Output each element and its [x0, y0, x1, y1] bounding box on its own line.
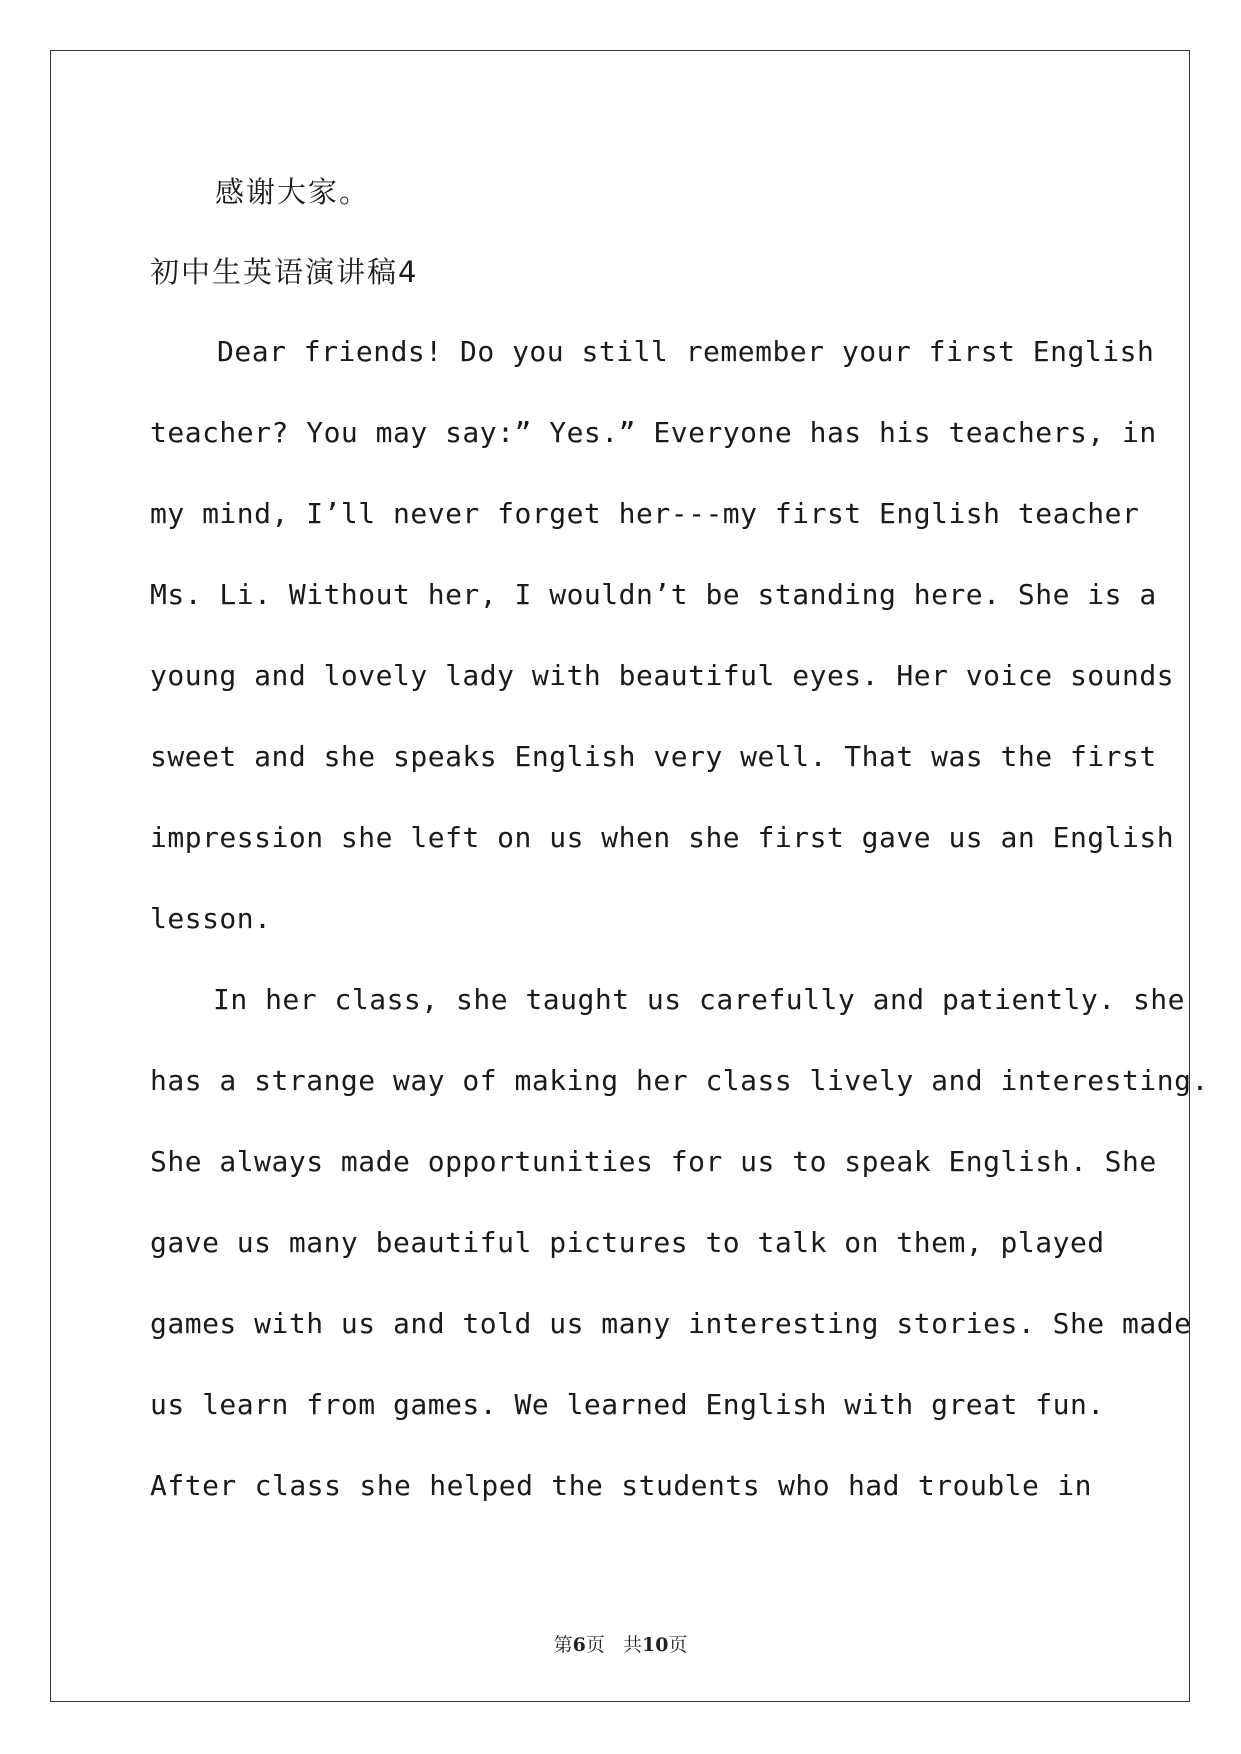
paragraph-line: In her class, she taught us carefully and patiently. she	[213, 983, 1186, 1016]
page-footer	[0, 1630, 1241, 1657]
paragraph-line: She always made opportunities for us to speak English. She	[150, 1145, 1157, 1178]
footer-current-page: 6	[572, 1634, 586, 1656]
paragraph-line: Ms. Li. Without her, I wouldn’t be standing here. She is a	[150, 578, 1157, 611]
paragraph-line: Dear friends! Do you still remember your first English	[217, 335, 1155, 368]
paragraph-line: my mind, I’ll never forget her---my first English teacher	[150, 497, 1140, 530]
paragraph-line: young and lovely lady with beautiful eyes. Her voice sounds	[150, 659, 1175, 692]
paragraph-line: sweet and she speaks English very well. That was the first	[150, 740, 1157, 773]
closing-text: 感谢大家。	[215, 175, 371, 209]
paragraph-line: impression she left on us when she first gave us an English	[150, 821, 1175, 854]
footer-prefix: 第	[553, 1634, 573, 1656]
footer-total-pages: 10	[641, 1634, 669, 1656]
paragraph-line: gave us many beautiful pictures to talk on them, played	[150, 1226, 1105, 1259]
footer-total-prefix: 共	[622, 1634, 642, 1656]
footer-page-word: 页	[585, 1634, 605, 1656]
paragraph-line: lesson.	[150, 902, 272, 935]
paragraph-line: games with us and told us many interesting stories. She made	[150, 1307, 1192, 1340]
page-border	[50, 50, 1209, 1702]
paragraph-line: has a strange way of making her class lively and interesting.	[150, 1064, 1209, 1097]
paragraph-line: us learn from games. We learned English with great fun.	[150, 1388, 1105, 1421]
paragraph-line: After class she helped the students who had trouble in	[150, 1469, 1092, 1502]
paragraph-line: teacher? You may say:” Yes.” Everyone has his teachers, in	[150, 416, 1157, 449]
footer-total-suffix: 页	[668, 1634, 688, 1656]
section-heading: 初中生英语演讲稿4	[150, 255, 419, 289]
